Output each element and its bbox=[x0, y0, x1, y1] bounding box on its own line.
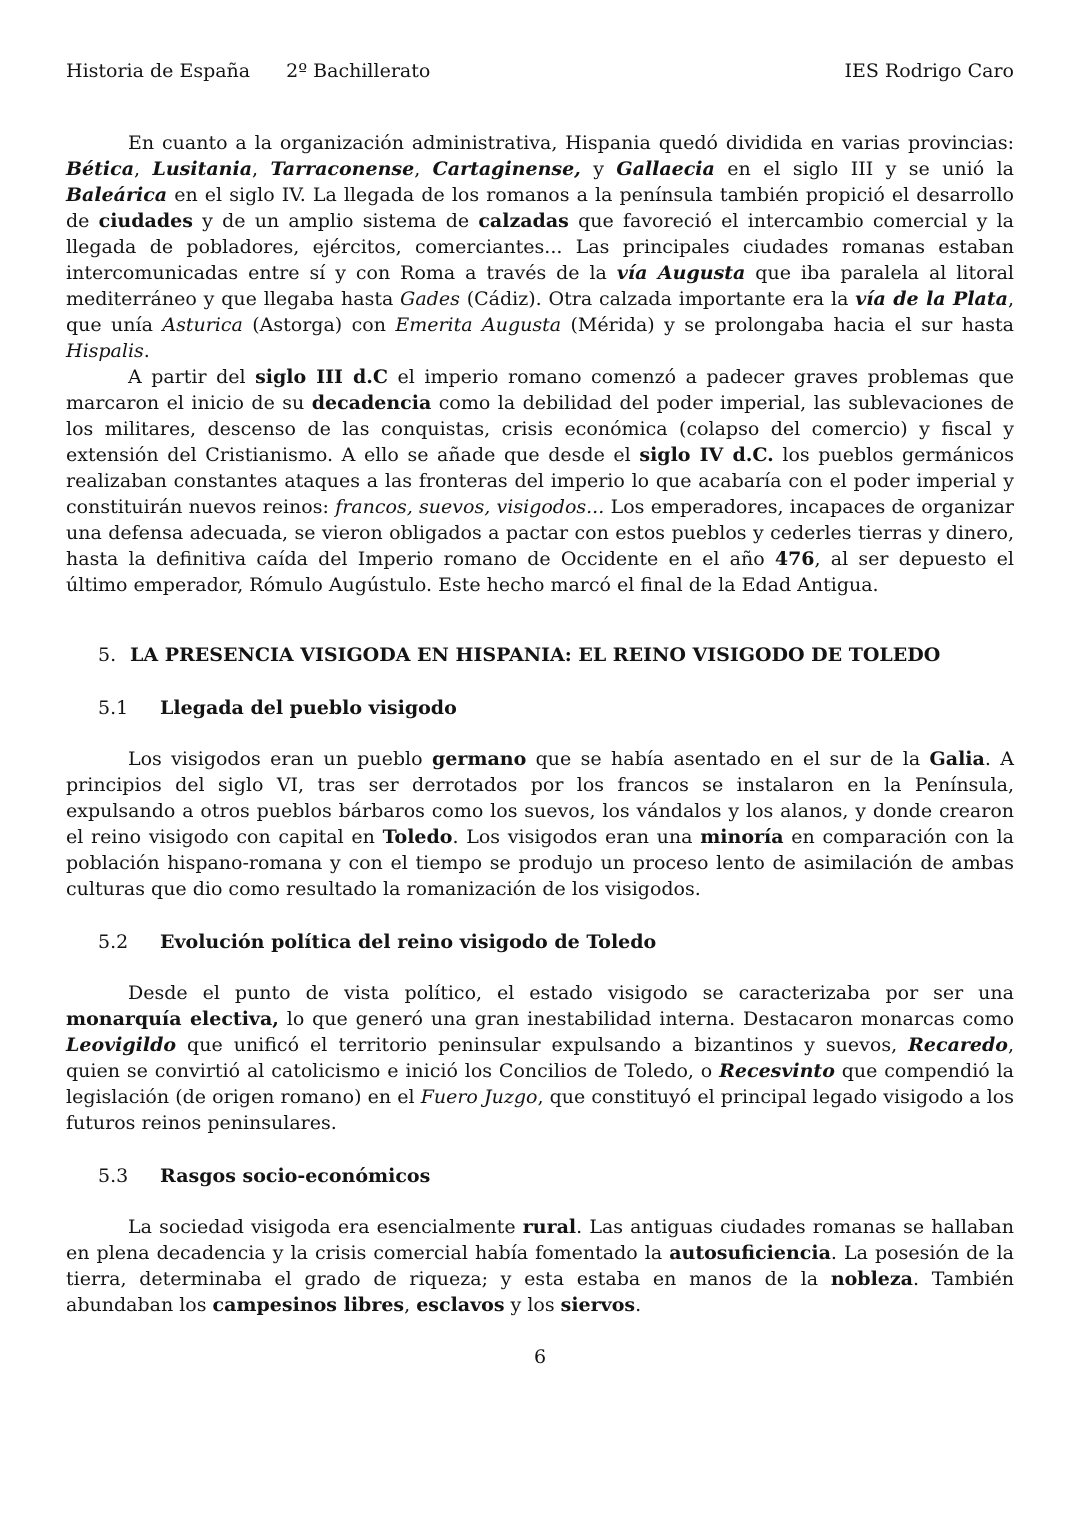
text-segment: (Mérida) y se prolongaba hacia el sur hasta bbox=[561, 314, 1014, 336]
text-segment: Recaredo bbox=[908, 1034, 1008, 1056]
text-segment: Gades bbox=[400, 288, 460, 310]
text-segment: que favoreció el intercambio comercial y la llegada de pobladores, ejércitos, comerciantes... Las principales ciudades romanas estaban intercomunicadas entre sí y con Roma a través de la bbox=[66, 210, 1014, 284]
text-segment: Cartaginense, bbox=[432, 158, 581, 180]
paragraph bbox=[66, 364, 1014, 598]
text-segment: Gallaecia bbox=[616, 158, 715, 180]
heading-title: Llegada del pueblo visigodo bbox=[160, 697, 457, 719]
text-segment: , bbox=[414, 158, 433, 180]
text-segment: lo que generó una gran inestabilidad interna. Destacaron monarcas como bbox=[278, 1008, 1015, 1030]
text-segment: nobleza bbox=[830, 1268, 913, 1290]
text-segment: Desde el punto de vista político, el estado visigodo se caracterizaba por ser una bbox=[128, 982, 1014, 1004]
text-segment: que unificó el territorio peninsular expulsando a bizantinos y suevos, bbox=[176, 1034, 909, 1056]
text-segment: Recesvinto bbox=[719, 1060, 835, 1082]
text-segment: y de un amplio sistema de bbox=[192, 210, 479, 232]
text-segment: el imperio romano comenzó a padecer graves problemas que marcaron el inicio de su bbox=[66, 366, 1014, 414]
text-segment: Los visigodos eran un pueblo bbox=[128, 748, 432, 770]
text-segment: que se había asentado en el sur de la bbox=[526, 748, 930, 770]
text-segment: en el siglo IV. La llegada de los romanos a la península también propició el desarrollo de bbox=[66, 184, 1014, 232]
text-segment: . La posesión de la tierra, determinaba el grado de riqueza; y esta estaba en manos de la bbox=[66, 1242, 1014, 1290]
text-segment: esclavos bbox=[416, 1294, 505, 1316]
text-segment: en el siglo III y se unió la bbox=[714, 158, 1014, 180]
text-segment: , que unía bbox=[66, 288, 1015, 336]
text-segment: , bbox=[252, 158, 271, 180]
text-segment: , que constituyó el principal legado visigodo a los futuros reinos peninsulares. bbox=[66, 1086, 1014, 1134]
text-segment: Lusitania bbox=[152, 158, 253, 180]
text-segment: , al ser depuesto el último emperador, Rómulo Augústulo. Este hecho marcó el final de la Edad Antigua. bbox=[66, 548, 1014, 596]
text-segment: germano bbox=[431, 748, 527, 770]
heading-title: Rasgos socio-económicos bbox=[160, 1165, 431, 1187]
text-segment: (Cádiz). Otra calzada importante era la bbox=[459, 288, 856, 310]
text-segment: En cuanto a la organización administrativa, Hispania quedó dividida en varias provincias: bbox=[128, 132, 1014, 154]
text-segment: . Los visigodos eran una bbox=[452, 826, 701, 848]
text-segment: siglo IV d.C. bbox=[639, 444, 774, 466]
text-segment: 476 bbox=[774, 548, 815, 570]
page-number: 6 bbox=[533, 1346, 547, 1368]
text-segment: francos, suevos, visigodos... bbox=[335, 496, 605, 518]
text-segment: Los emperadores, incapaces de organizar una defensa adecuada, se vieron obligados a pactar con estos pueblos y cederles tierras y dinero, hasta la definitiva caída del Imperio romano de Occidente en el año bbox=[66, 496, 1014, 570]
section-heading bbox=[66, 642, 1014, 668]
text-segment: rural bbox=[522, 1216, 577, 1238]
text-segment: (Astorga) con bbox=[242, 314, 396, 336]
paragraph bbox=[66, 980, 1014, 1136]
text-segment: en comparación con la población hispano-romana y con el tiempo se produjo un proceso lento de asimilación de ambas culturas que dio como resultado la romanización de los visigodos. bbox=[66, 826, 1014, 900]
paragraph bbox=[66, 130, 1014, 364]
subsection-heading bbox=[66, 929, 1014, 955]
text-segment: y los bbox=[504, 1294, 561, 1316]
text-segment: . Las antiguas ciudades romanas se hallaban en plena decadencia y la crisis comercial había fomentado la bbox=[66, 1216, 1014, 1264]
text-segment: vía Augusta bbox=[616, 262, 746, 284]
document-content bbox=[66, 130, 1014, 1318]
text-segment: Tarraconense bbox=[270, 158, 415, 180]
heading-number: 5. bbox=[98, 644, 117, 666]
heading-number: 5.1 bbox=[98, 697, 129, 719]
text-segment: Toledo bbox=[382, 826, 453, 848]
text-segment: vía de la Plata bbox=[855, 288, 1008, 310]
text-segment: Hispalis bbox=[66, 340, 144, 362]
text-segment: , quien se convirtió al catolicismo e inició los Concilios de Toledo, o bbox=[66, 1034, 1014, 1082]
paragraph bbox=[66, 746, 1014, 902]
text-segment: minoría bbox=[700, 826, 784, 848]
text-segment: Bética bbox=[66, 158, 135, 180]
header-course-info bbox=[66, 58, 430, 84]
text-segment: . bbox=[143, 340, 150, 362]
text-segment: Baleárica bbox=[66, 184, 168, 206]
text-segment: ciudades bbox=[98, 210, 193, 232]
page-footer bbox=[66, 1344, 1014, 1370]
text-segment: y bbox=[580, 158, 617, 180]
text-segment: Asturica bbox=[162, 314, 243, 336]
heading-number: 5.2 bbox=[98, 931, 129, 953]
text-segment: campesinos libres bbox=[212, 1294, 405, 1316]
page-header bbox=[66, 58, 1014, 84]
text-segment: que iba paralela al litoral mediterráneo y que llegaba hasta bbox=[66, 262, 1014, 310]
subsection-heading bbox=[66, 695, 1014, 721]
text-segment: La sociedad visigoda era esencialmente bbox=[128, 1216, 523, 1238]
header-school: IES Rodrigo Caro bbox=[844, 60, 1014, 82]
text-segment: , bbox=[134, 158, 153, 180]
text-segment: calzadas bbox=[478, 210, 569, 232]
text-segment: A partir del bbox=[128, 366, 256, 388]
text-segment: . A principios del siglo VI, tras ser derrotados por los francos se instalaron en la Península, expulsando a otros pueblos bárbaros como los suevos, los vándalos y los alanos, y donde crearon el reino visigodo con capital en bbox=[66, 748, 1014, 848]
text-segment: . También abundaban los bbox=[66, 1268, 1015, 1316]
header-subject: Historia de España bbox=[66, 60, 251, 82]
text-segment: Emerita Augusta bbox=[395, 314, 562, 336]
text-segment: que compendió la legislación (de origen romano) en el bbox=[66, 1060, 1014, 1108]
text-segment: . bbox=[635, 1294, 642, 1316]
paragraph bbox=[66, 1214, 1014, 1318]
heading-number: 5.3 bbox=[98, 1165, 129, 1187]
text-segment: Galia bbox=[929, 748, 985, 770]
text-segment: decadencia bbox=[311, 392, 432, 414]
subsection-heading bbox=[66, 1163, 1014, 1189]
text-segment: siervos bbox=[560, 1294, 636, 1316]
text-segment: , bbox=[404, 1294, 417, 1316]
heading-title: LA PRESENCIA VISIGODA EN HISPANIA: EL REINO VISIGODO DE TOLEDO bbox=[130, 644, 941, 666]
heading-title: Evolución política del reino visigodo de Toledo bbox=[160, 931, 657, 953]
header-grade: 2º Bachillerato bbox=[286, 60, 431, 82]
text-segment: autosuficiencia bbox=[669, 1242, 831, 1264]
text-segment: como la debilidad del poder imperial, las sublevaciones de los militares, descenso de las conquistas, crisis económica (colapso del comercio) y fiscal y extensión del Cristianismo. A ello se añade que desde el bbox=[66, 392, 1014, 466]
text-segment: Leovigildo bbox=[66, 1034, 177, 1056]
text-segment: monarquía electiva, bbox=[66, 1008, 279, 1030]
text-segment: Fuero Juzgo bbox=[420, 1086, 538, 1108]
text-segment: los pueblos germánicos realizaban constantes ataques a las fronteras del imperio lo que acabaría con el poder imperial y constituirán nuevos reinos: bbox=[66, 444, 1014, 518]
text-segment: siglo III d.C bbox=[255, 366, 389, 388]
